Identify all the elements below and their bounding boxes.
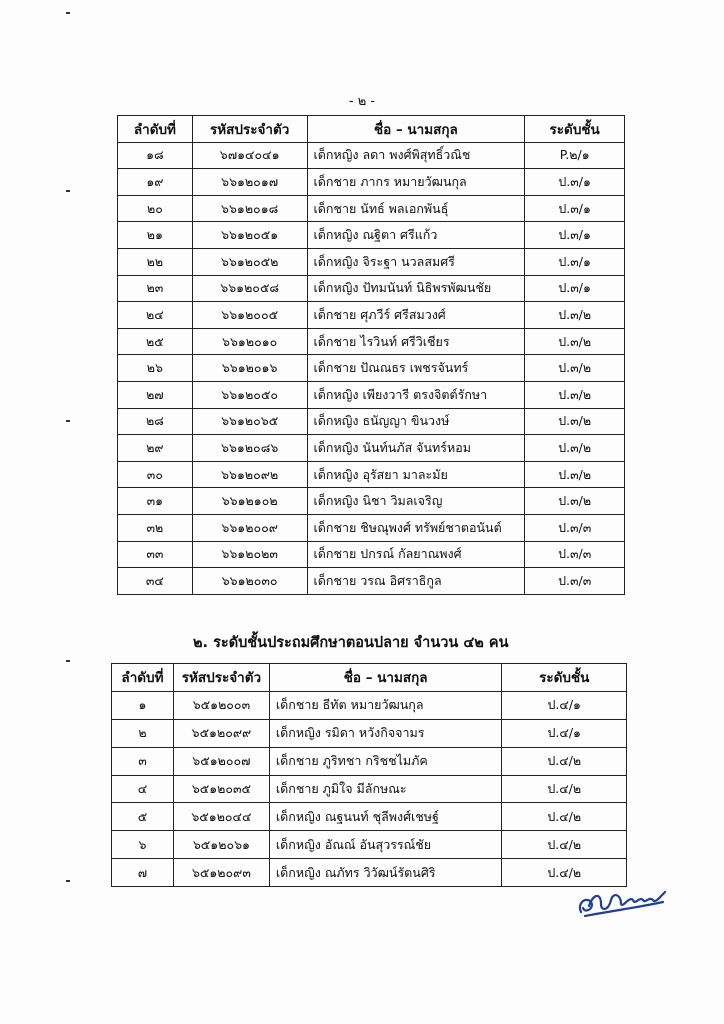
table-row: [118, 142, 625, 169]
cell-student-id: ๖๖๑๒๐๖๕: [192, 408, 307, 435]
cell-order: ๔: [112, 775, 174, 803]
cell-grade: ป.๓/๒: [525, 355, 625, 382]
table-row: [118, 568, 625, 595]
cell-full-name: เด็กหญิง ลดา พงศ์พิสุทธิ์วณิช: [307, 142, 525, 169]
cell-student-id: ๖๖๑๒๐๙๒: [192, 461, 307, 488]
cell-full-name: เด็กหญิง อุรัสยา มาละมัย: [307, 461, 525, 488]
cell-full-name: เด็กหญิง ณฐิตา ศรีแก้ว: [307, 222, 525, 249]
cell-student-id: ๖๕๑๒๐๐๓: [173, 691, 269, 719]
header-grade: ระดับชั้น: [502, 664, 627, 692]
section-heading: ๒. ระดับชั้นประถมศึกษาตอนปลาย จำนวน ๔๒ คน: [193, 635, 509, 651]
table-row: [118, 514, 625, 541]
cell-grade: ป.๓/๒: [525, 408, 625, 435]
table-row: [118, 195, 625, 222]
cell-order: ๑๙: [118, 169, 193, 196]
cell-order: ๒๒: [118, 248, 193, 275]
header-order: ลำดับที่: [112, 664, 174, 692]
cell-grade: ป.๓/๓: [525, 568, 625, 595]
cell-grade: ป.๓/๑: [525, 195, 625, 222]
cell-grade: ป.๓/๓: [525, 514, 625, 541]
cell-student-id: ๖๗๑๔๐๔๑: [192, 142, 307, 169]
student-table-lower-primary: [117, 115, 625, 595]
table-row: [118, 169, 625, 196]
cell-order: ๒๙: [118, 435, 193, 462]
cell-student-id: ๖๖๑๒๐๘๖: [192, 435, 307, 462]
cell-full-name: เด็กหญิง เพียงวารี ตรงจิตต์รักษา: [307, 381, 525, 408]
page-number: - ๒ -: [348, 94, 376, 109]
cell-order: ๒: [112, 719, 174, 747]
cell-order: ๖: [112, 831, 174, 859]
table-header-row: [118, 116, 625, 143]
cell-student-id: ๖๕๑๒๐๖๑: [173, 831, 269, 859]
cell-order: ๓๑: [118, 488, 193, 515]
table-row: [112, 859, 627, 887]
header-student-id: รหัสประจำตัว: [173, 664, 269, 692]
table-row: [112, 831, 627, 859]
cell-order: ๑๘: [118, 142, 193, 169]
cell-full-name: เด็กหญิง อัณณ์ อันสุวรรณ์ชัย: [269, 831, 502, 859]
cell-order: ๑: [112, 691, 174, 719]
table-row: [112, 691, 627, 719]
cell-full-name: เด็กหญิง ธนัญญา ขินวงษ์: [307, 408, 525, 435]
table-row: [112, 747, 627, 775]
table-row: [118, 541, 625, 568]
table-row: [118, 435, 625, 462]
cell-grade: ป.๓/๒: [525, 302, 625, 329]
header-full-name: ชื่อ – นามสกุล: [269, 664, 502, 692]
table-row: [118, 248, 625, 275]
cell-full-name: เด็กชาย ภูมิใจ มีลักษณะ: [269, 775, 502, 803]
cell-order: ๒๑: [118, 222, 193, 249]
cell-student-id: ๖๖๑๒๐๕๐: [192, 381, 307, 408]
cell-student-id: ๖๖๑๒๐๐๙: [192, 514, 307, 541]
cell-full-name: เด็กชาย ภูริทชา กริชชไมภัค: [269, 747, 502, 775]
cell-grade: ป.๔/๑: [502, 719, 627, 747]
cell-grade: ป.๔/๒: [502, 831, 627, 859]
cell-order: ๒๖: [118, 355, 193, 382]
table-row: [112, 719, 627, 747]
cell-full-name: เด็กชาย ไรวินท์ ศรีวิเชียร: [307, 328, 525, 355]
table-header-row: [112, 664, 627, 692]
table-row: [118, 408, 625, 435]
cell-order: ๒๘: [118, 408, 193, 435]
cell-order: ๗: [112, 859, 174, 887]
table-row: [112, 775, 627, 803]
cell-grade: ป.๔/๑: [502, 691, 627, 719]
cell-full-name: เด็กหญิง นิชา วิมลเจริญ: [307, 488, 525, 515]
cell-grade: ป.๓/๒: [525, 381, 625, 408]
cell-order: ๒๕: [118, 328, 193, 355]
cell-full-name: เด็กหญิง จิระฐา นวลสมศรี: [307, 248, 525, 275]
cell-student-id: ๖๖๑๒๐๕๒: [192, 248, 307, 275]
cell-student-id: ๖๕๑๒๐๙๙: [173, 719, 269, 747]
cell-full-name: เด็กชาย ชิษณุพงศ์ ทรัพย์ชาตอนันต์: [307, 514, 525, 541]
cell-student-id: ๖๖๑๒๐๕๘: [192, 275, 307, 302]
cell-grade: ป.๓/๒: [525, 435, 625, 462]
cell-full-name: เด็กหญิง ณฐนนท์ ชุลีพงศ์เชษฐ์: [269, 803, 502, 831]
cell-grade: ป.๓/๑: [525, 275, 625, 302]
cell-grade: ป.๓/๒: [525, 328, 625, 355]
cell-grade: ป.๓/๑: [525, 169, 625, 196]
cell-full-name: เด็กชาย ธีทัต หมายวัฒนกุล: [269, 691, 502, 719]
cell-student-id: ๖๕๑๒๐๙๓: [173, 859, 269, 887]
table-row: [118, 328, 625, 355]
cell-student-id: ๖๖๑๒๐๕๑: [192, 222, 307, 249]
cell-student-id: ๖๖๑๒๑๐๒: [192, 488, 307, 515]
cell-full-name: เด็กชาย ศุภวีร์ ศรีสมวงศ์: [307, 302, 525, 329]
cell-order: ๒๐: [118, 195, 193, 222]
cell-grade: ป.๓/๑: [525, 222, 625, 249]
table-row: [118, 381, 625, 408]
cell-full-name: เด็กหญิง ณภัทร วิวัฒน์รัตนศิริ: [269, 859, 502, 887]
cell-full-name: เด็กหญิง ปัทมนันท์ นิธิพรพัฒนชัย: [307, 275, 525, 302]
table-row: [118, 461, 625, 488]
header-order: ลำดับที่: [118, 116, 193, 143]
cell-grade: ป.๔/๒: [502, 803, 627, 831]
cell-full-name: เด็กชาย ภากร หมายวัฒนกุล: [307, 169, 525, 196]
cell-student-id: ๖๕๑๒๐๓๕: [173, 775, 269, 803]
header-student-id: รหัสประจำตัว: [192, 116, 307, 143]
cell-student-id: ๖๖๑๒๐๒๓: [192, 541, 307, 568]
cell-full-name: เด็กชาย นัทธ์ พลเอกพันธุ์: [307, 195, 525, 222]
student-table-upper-primary: [111, 663, 627, 887]
table-row: [118, 355, 625, 382]
cell-order: ๒๓: [118, 275, 193, 302]
cell-order: ๓๒: [118, 514, 193, 541]
table-row: [118, 222, 625, 249]
header-full-name: ชื่อ – นามสกุล: [307, 116, 525, 143]
cell-order: ๓: [112, 747, 174, 775]
cell-full-name: เด็กหญิง นันท์นภัส จันทร์หอม: [307, 435, 525, 462]
cell-grade: ป.๔/๒: [502, 747, 627, 775]
cell-student-id: ๖๖๑๒๐๑๗: [192, 169, 307, 196]
cell-student-id: ๖๖๑๒๐๑๐: [192, 328, 307, 355]
cell-student-id: ๖๖๑๒๐๑๘: [192, 195, 307, 222]
cell-grade: ป.๔/๒: [502, 775, 627, 803]
table-row: [118, 302, 625, 329]
cell-full-name: เด็กหญิง รมิดา หวังกิจจามร: [269, 719, 502, 747]
cell-grade: ป.๓/๓: [525, 541, 625, 568]
header-grade: ระดับชั้น: [525, 116, 625, 143]
cell-grade: ป.๓/๑: [525, 248, 625, 275]
cell-student-id: ๖๕๑๒๐๔๔: [173, 803, 269, 831]
table-row: [118, 488, 625, 515]
cell-order: ๓๓: [118, 541, 193, 568]
cell-student-id: ๖๖๑๒๐๐๕: [192, 302, 307, 329]
cell-order: ๓๔: [118, 568, 193, 595]
cell-order: ๓๐: [118, 461, 193, 488]
cell-order: ๒๗: [118, 381, 193, 408]
cell-grade: P.๒/๑: [525, 142, 625, 169]
cell-grade: ป.๓/๒: [525, 488, 625, 515]
handwritten-signature: [575, 882, 670, 920]
cell-grade: ป.๓/๒: [525, 461, 625, 488]
cell-student-id: ๖๖๑๒๐๑๖: [192, 355, 307, 382]
cell-order: ๕: [112, 803, 174, 831]
cell-full-name: เด็กชาย ปกรณ์ กัลยาณพงศ์: [307, 541, 525, 568]
table-row: [118, 275, 625, 302]
table-row: [112, 803, 627, 831]
cell-full-name: เด็กชาย ปัณณธร เพชรจันทร์: [307, 355, 525, 382]
cell-order: ๒๔: [118, 302, 193, 329]
cell-student-id: ๖๖๑๒๐๓๐: [192, 568, 307, 595]
cell-student-id: ๖๕๑๒๐๐๗: [173, 747, 269, 775]
cell-full-name: เด็กชาย วรณ อิศราธิกูล: [307, 568, 525, 595]
cell-grade: ป.๔/๒: [502, 859, 627, 887]
